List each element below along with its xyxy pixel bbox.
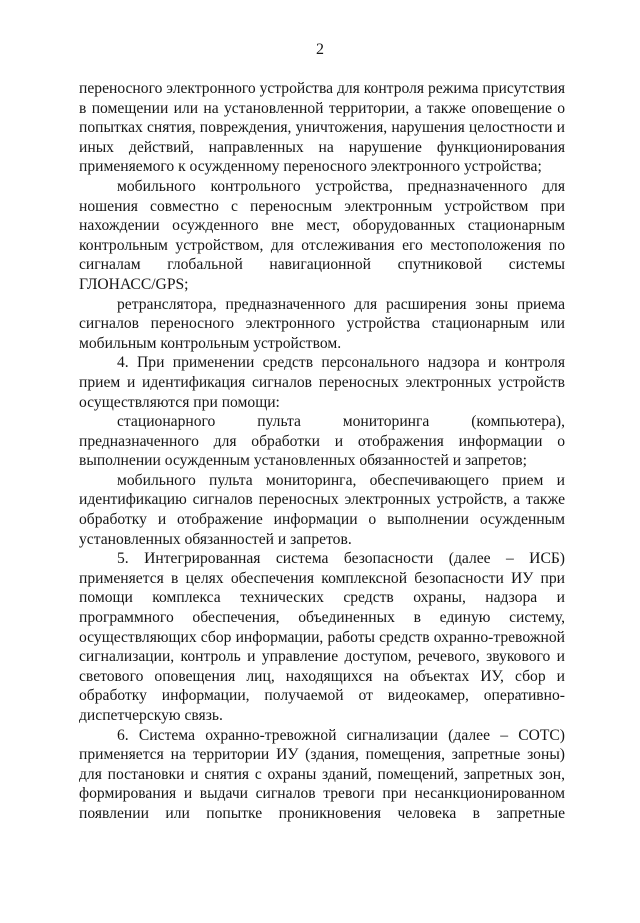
paragraph-item-5: 5. Интегрированная система безопасности (далее – ИСБ) применяется в целях обеспечения комплексной безопасности ИУ при помощи комплекса технических средств охраны, надзора и программного обеспечения, объединенных в единую систему, осуществляющих сбор информации, работы средств охранно-тревожной сигнализации, контроль и управление доступом, речевого, звукового и светового оповещения лиц, находящихся на объектах ИУ, сбор и обработку информации, получаемой от видеокамер, оперативно-диспетчерскую связь. (79, 550, 565, 724)
paragraph-item-6: 6. Система охранно-тревожной сигнализации (далее – СОТС) применяется на территории ИУ (здания, помещения, запретные зоны) для постановки и снятия с охраны зданий, помещений, запретных зон, формирования и выдачи сигналов тревоги при несанкционированном появлении или попытке проникновения человека в запретные (79, 726, 565, 822)
paragraph-mobile-control-device: мобильного контрольного устройства, предназначенного для ношения совместно с переносным электронным устройством при нахождении осужденного вне мест, оборудованных стационарным контрольным устройством, для отслеживания его местоположения по сигналам глобальной навигационной спутниковой системы ГЛОНАСС/GPS; (79, 177, 565, 293)
paragraph-device-monitoring: переносного электронного устройства для контроля режима присутствия в помещении или на установленной территории, а также оповещение о попытках снятия, повреждения, уничтожения, нарушения целостности и иных действий, направленных на нарушение функционирования применяемого к осужденному переносного электронного устройства; (79, 80, 565, 176)
paragraph-item-4: 4. При применении средств персонального надзора и контроля прием и идентификация сигналов переносных электронных устройств осуществляются при помощи: (79, 354, 565, 411)
document-body (79, 79, 565, 824)
paragraph-mobile-console: мобильного пульта мониторинга, обеспечивающего прием и идентификацию сигналов переносных электронных устройств, а также обработку и отображение информации о выполнении осужденным установленных обязанностей и запретов. (79, 471, 565, 548)
paragraph-repeater: ретранслятора, предназначенного для расширения зоны приема сигналов переносного электронного устройства стационарным или мобильным контрольным устройством. (79, 295, 565, 352)
page-number: 2 (316, 41, 324, 58)
paragraph-stationary-console: стационарного пульта мониторинга (компьютера), предназначенного для обработки и отображения информации о выполнении осужденным установленных обязанностей и запретов; (79, 413, 565, 470)
